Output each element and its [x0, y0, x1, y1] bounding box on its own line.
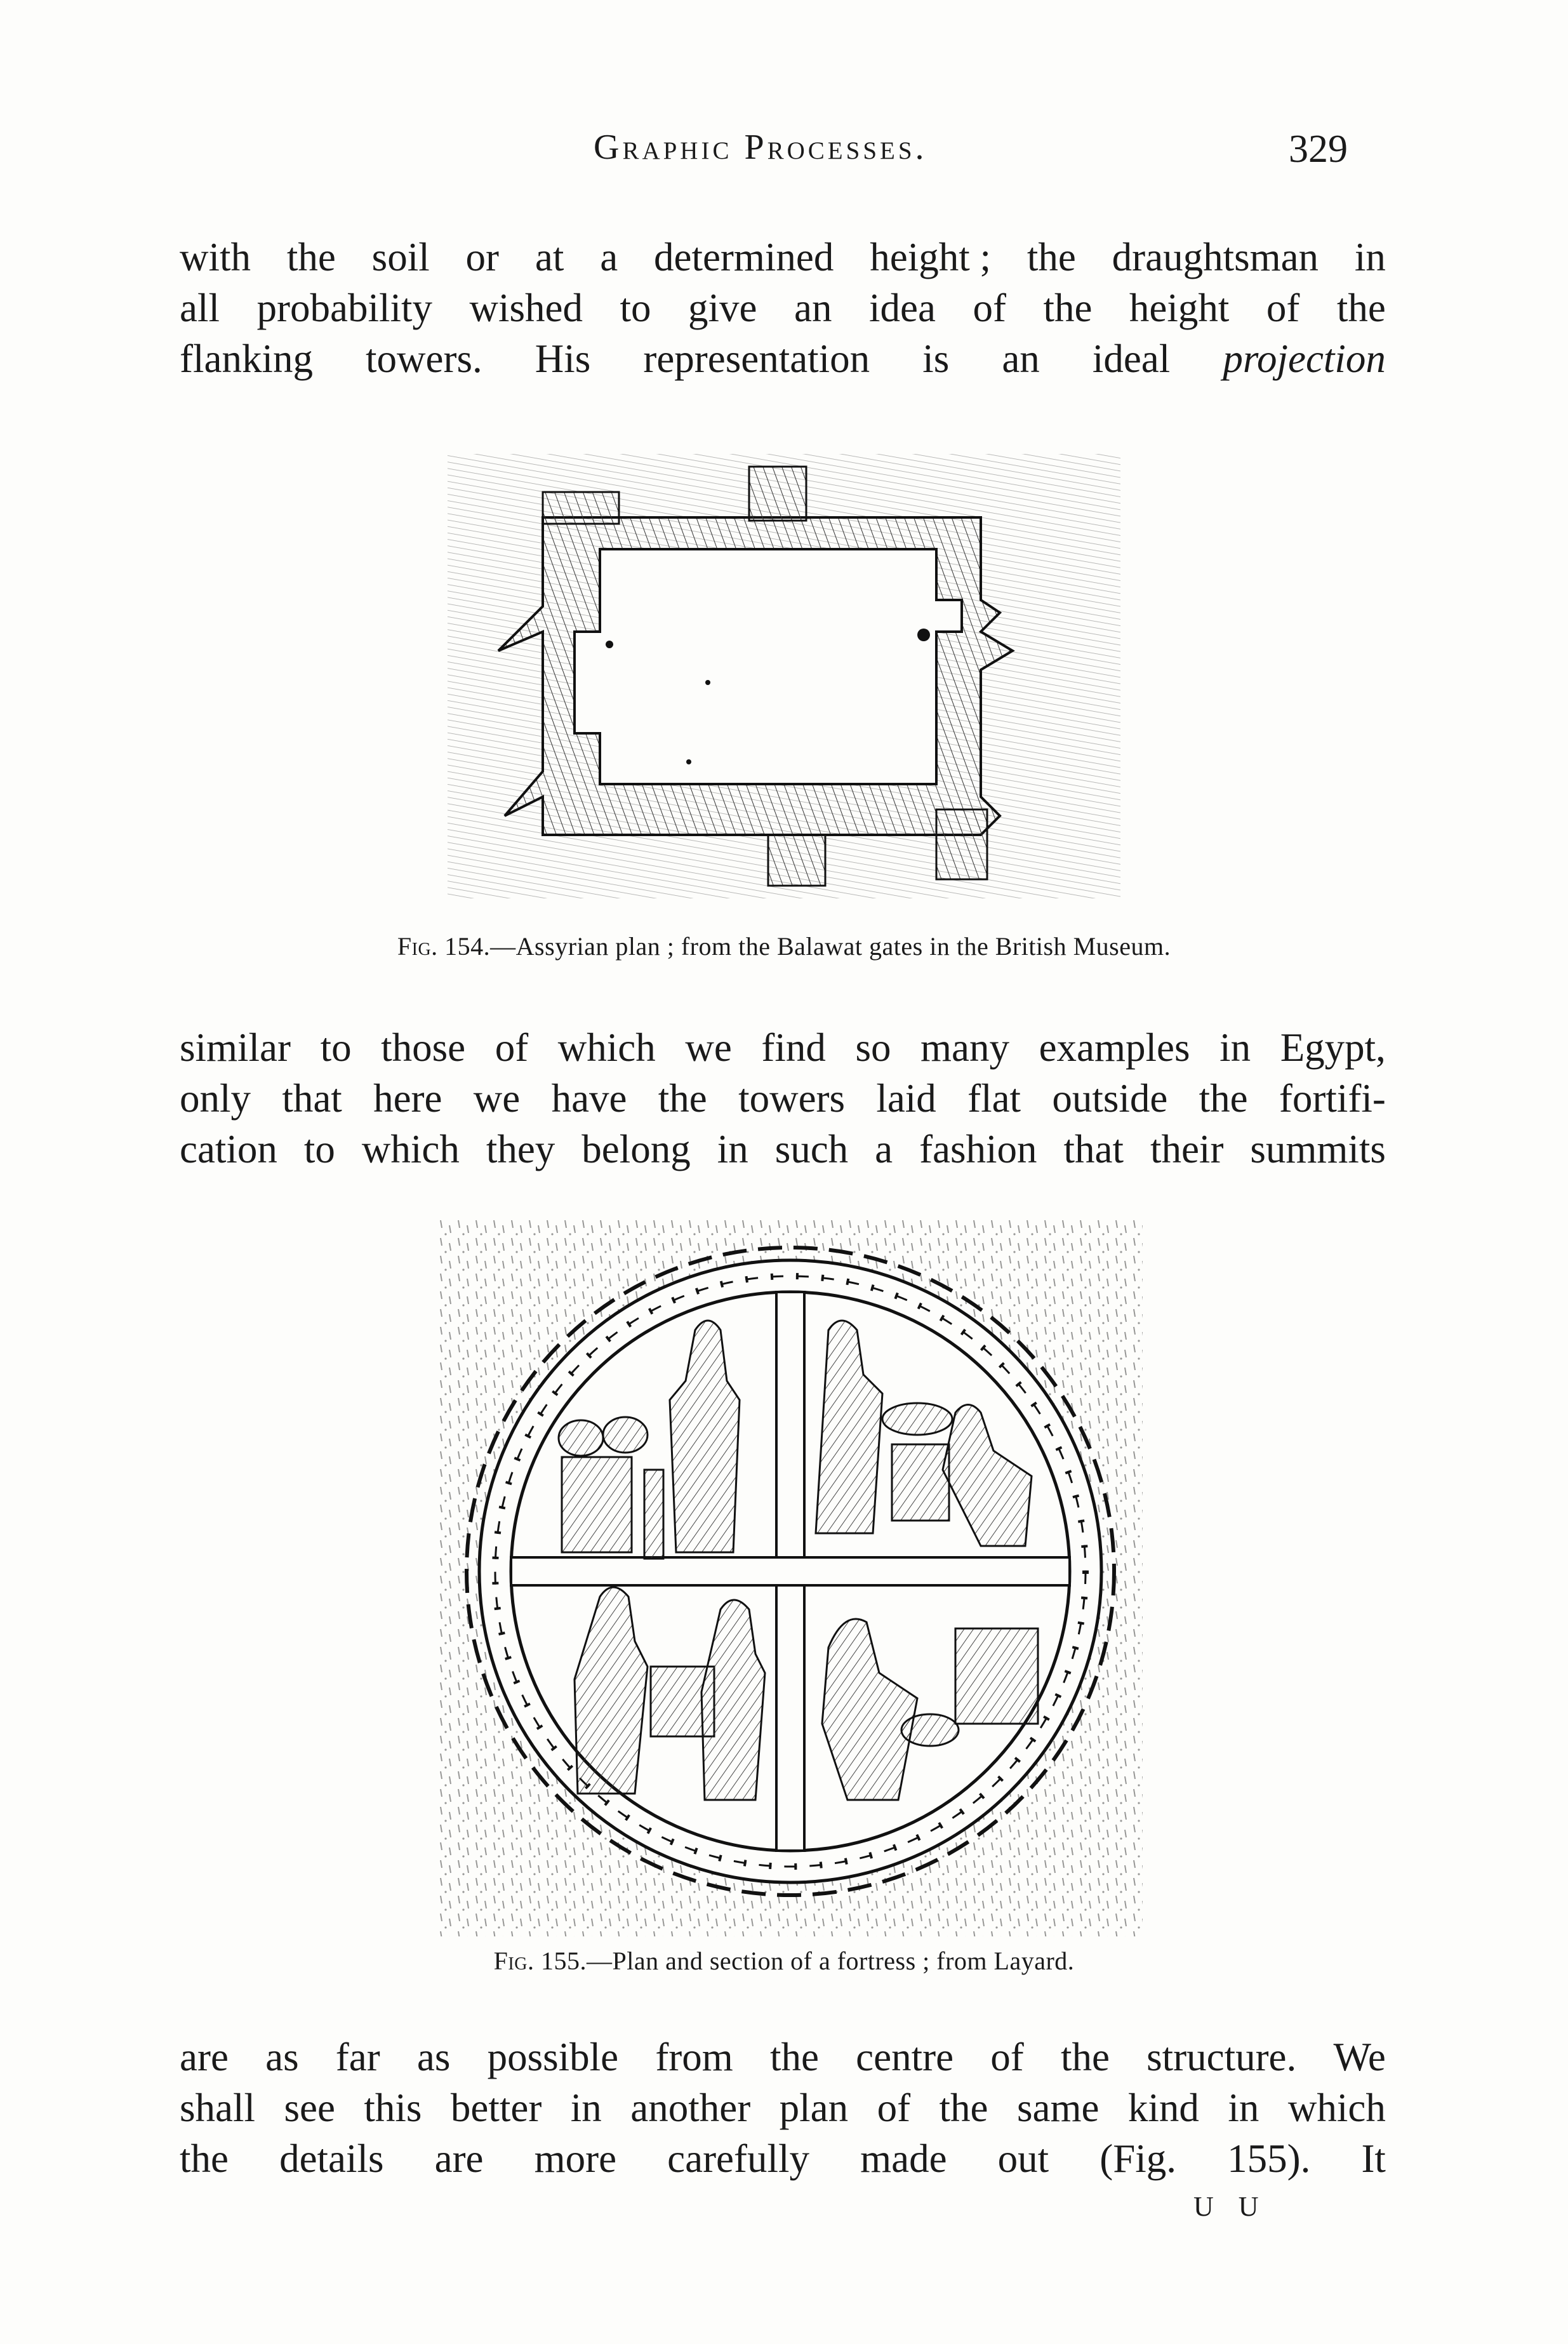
page-number: 329	[1289, 128, 1348, 171]
figure-155-fortress-plan	[438, 1219, 1143, 1936]
text-line: shall see this better in another plan of the same kind in which	[180, 2086, 1386, 2130]
signature-mark: U U	[1193, 2191, 1268, 2222]
text-line: with the soil or at a determined height ; the draughtsman in	[180, 235, 1386, 279]
paragraph-1	[180, 232, 1386, 384]
italic-word: projection	[1223, 336, 1386, 381]
running-head	[0, 127, 1568, 171]
text-line: similar to those of which we find so many examples in Egypt,	[180, 1025, 1386, 1070]
text-line: cation to which they belong in such a fashion that their summits	[180, 1127, 1386, 1171]
figure-154-assyrian-plan	[441, 441, 1127, 917]
text-line: flanking towers. His representation is an ideal projection	[180, 333, 1386, 384]
paragraph-3	[180, 2032, 1386, 2184]
figure-155-caption: Fig. 155.—Plan and section of a fortress ; from Layard.	[493, 1947, 1075, 1975]
text-line: all probability wished to give an idea of the height of the	[180, 286, 1386, 330]
text-line: are as far as possible from the centre of the structure. We	[180, 2035, 1386, 2079]
paragraph-2	[180, 1022, 1386, 1175]
running-title: Graphic Processes.	[594, 128, 927, 167]
text-line: only that here we have the towers laid flat outside the fortifi-	[180, 1076, 1386, 1121]
text-line: the details are more carefully made out (Fig. 155). It	[180, 2136, 1386, 2181]
figure-154-caption: Fig. 154.—Assyrian plan ; from the Balawat gates in the British Museum.	[397, 932, 1171, 961]
